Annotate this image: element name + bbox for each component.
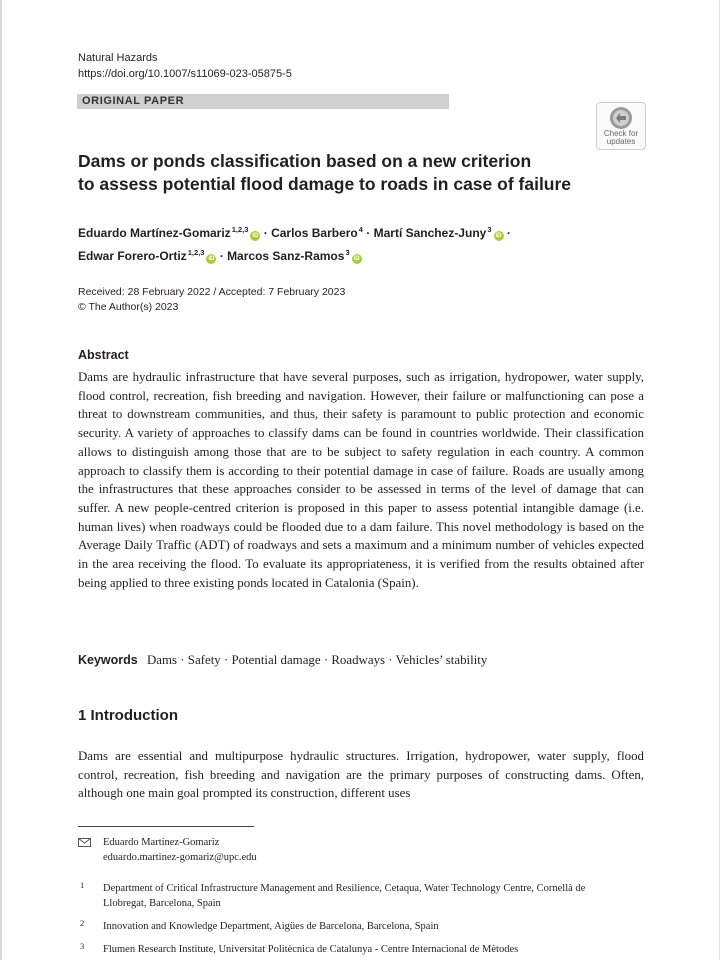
introduction-text: Dams are essential and multipurpose hydraulic structures. Irrigation, hydropower, water supply, flood control, recreation, fish breeding and navigation are the primary purposes of constructing dams. Often, although one main goal prompted its construction, different uses (78, 749, 644, 801)
affiliation-3: Flumen Research Institute, Universitat Politècnica de Catalunya - Centre Internacional de Mètodes (103, 944, 519, 955)
author-affiliation-marker: 4 (358, 225, 363, 234)
corresponding-author-name: Eduardo Martínez-Gomariz (103, 837, 220, 848)
check-for-updates-badge[interactable] (596, 102, 646, 150)
orcid-icon[interactable]: iD (495, 233, 502, 239)
affiliation-2: Innovation and Knowledge Department, Aigües de Barcelona, Barcelona, Spain (103, 921, 439, 932)
author-affiliation-marker: 1,2,3 (187, 248, 205, 257)
article-type: ORIGINAL PAPER (82, 95, 185, 107)
keywords (78, 651, 644, 669)
keywords-list: Dams · Safety · Potential damage · Roadways · Vehicles’ stability (146, 653, 488, 667)
journal-name: Natural Hazards (78, 52, 158, 64)
author-affiliation-marker: 3 (487, 225, 492, 234)
check-updates-line1: Check for (603, 129, 639, 138)
author-name[interactable]: Edwar Forero-Ortiz (78, 249, 187, 263)
abstract-heading: Abstract (78, 348, 129, 362)
corresponding-author (103, 835, 257, 865)
title-line-2: to assess potential flood damage to roads in case of failure (78, 174, 572, 194)
abstract-text: Dams are hydraulic infrastructure that have several purposes, such as irrigation, hydropower, water supply, flood control, recreation, fish breeding and navigation. However, their failure or malfunctioning can pose a threat to downstream communities, and thus, their safety is paramount to public protection and economic security. A variety of approaches to classify dams can be found in countries worldwide. Their classification allows to distinguish among those that are to be subject to safety regulation in each country. A common approach to classify them is according to their potential damage in case of failure. Roads are usually among the infrastructures that these approaches consider to be assessed in terms of the level of damage that can suffer. A new people-centred criterion is proposed in this paper to assess potential intangible damage (i.e. human lives) when roadways could be flooded due to a dam failure. This novel methodology is based on the Average Daily Traffic (ADT) of roadways and sets a maximum and a minimum number of vehicles expected in the area receiving the flood. To evaluate its appropriateness, it is verified from the results obtained after being applied to three existing ponds located in Catalonia (Spain). (78, 370, 644, 590)
author-separator: · (263, 226, 268, 240)
check-updates-line2: updates (606, 137, 636, 146)
publication-dates (78, 285, 345, 315)
author-name[interactable]: Eduardo Martínez-Gomariz (78, 226, 231, 240)
keywords-heading: Keywords (78, 653, 138, 667)
affiliation-number: 3 (80, 941, 85, 951)
envelope-icon (78, 838, 91, 847)
journal-header (78, 50, 292, 82)
title-line-1: Dams or ponds classification based on a new criterion (78, 151, 532, 171)
orcid-icon[interactable]: iD (252, 233, 259, 239)
author-affiliation-marker: 1,2,3 (231, 225, 249, 234)
author-name[interactable]: Marcos Sanz-Ramos (227, 249, 345, 263)
crossmark-icon (609, 106, 633, 130)
affiliation-1: Department of Critical Infrastructure Management and Resilience, Cetaqua, Water Technology Centre, Cornellà de Llobregat, Barcelona, Spain (103, 883, 586, 909)
received-accepted: Received: 28 February 2022 / Accepted: 7 February 2023 (78, 286, 346, 298)
orcid-icon[interactable]: iD (208, 256, 215, 262)
author-line-1 (78, 220, 638, 243)
author-name[interactable]: Martí Sanchez-Juny (373, 226, 487, 240)
copyright: © The Author(s) 2023 (78, 301, 179, 313)
corresponding-author-email[interactable]: eduardo.martinez-gomariz@upc.edu (103, 852, 257, 863)
section-heading-introduction: 1 Introduction (78, 707, 178, 724)
author-name[interactable]: Carlos Barbero (271, 226, 358, 240)
author-list (78, 220, 638, 266)
footnote-divider (78, 826, 254, 827)
author-line-2 (78, 243, 638, 266)
author-affiliation-marker: 3 (345, 248, 350, 257)
author-separator: · (506, 226, 511, 240)
author-separator: · (366, 226, 371, 240)
orcid-icon[interactable]: iD (353, 256, 360, 262)
doi-link[interactable]: https://doi.org/10.1007/s11069-023-05875-5 (78, 68, 292, 80)
affiliation-number: 2 (80, 918, 85, 928)
article-type-bar (77, 94, 449, 109)
affiliation-number: 1 (80, 880, 85, 890)
paper-title (78, 150, 608, 196)
author-separator: · (219, 249, 224, 263)
